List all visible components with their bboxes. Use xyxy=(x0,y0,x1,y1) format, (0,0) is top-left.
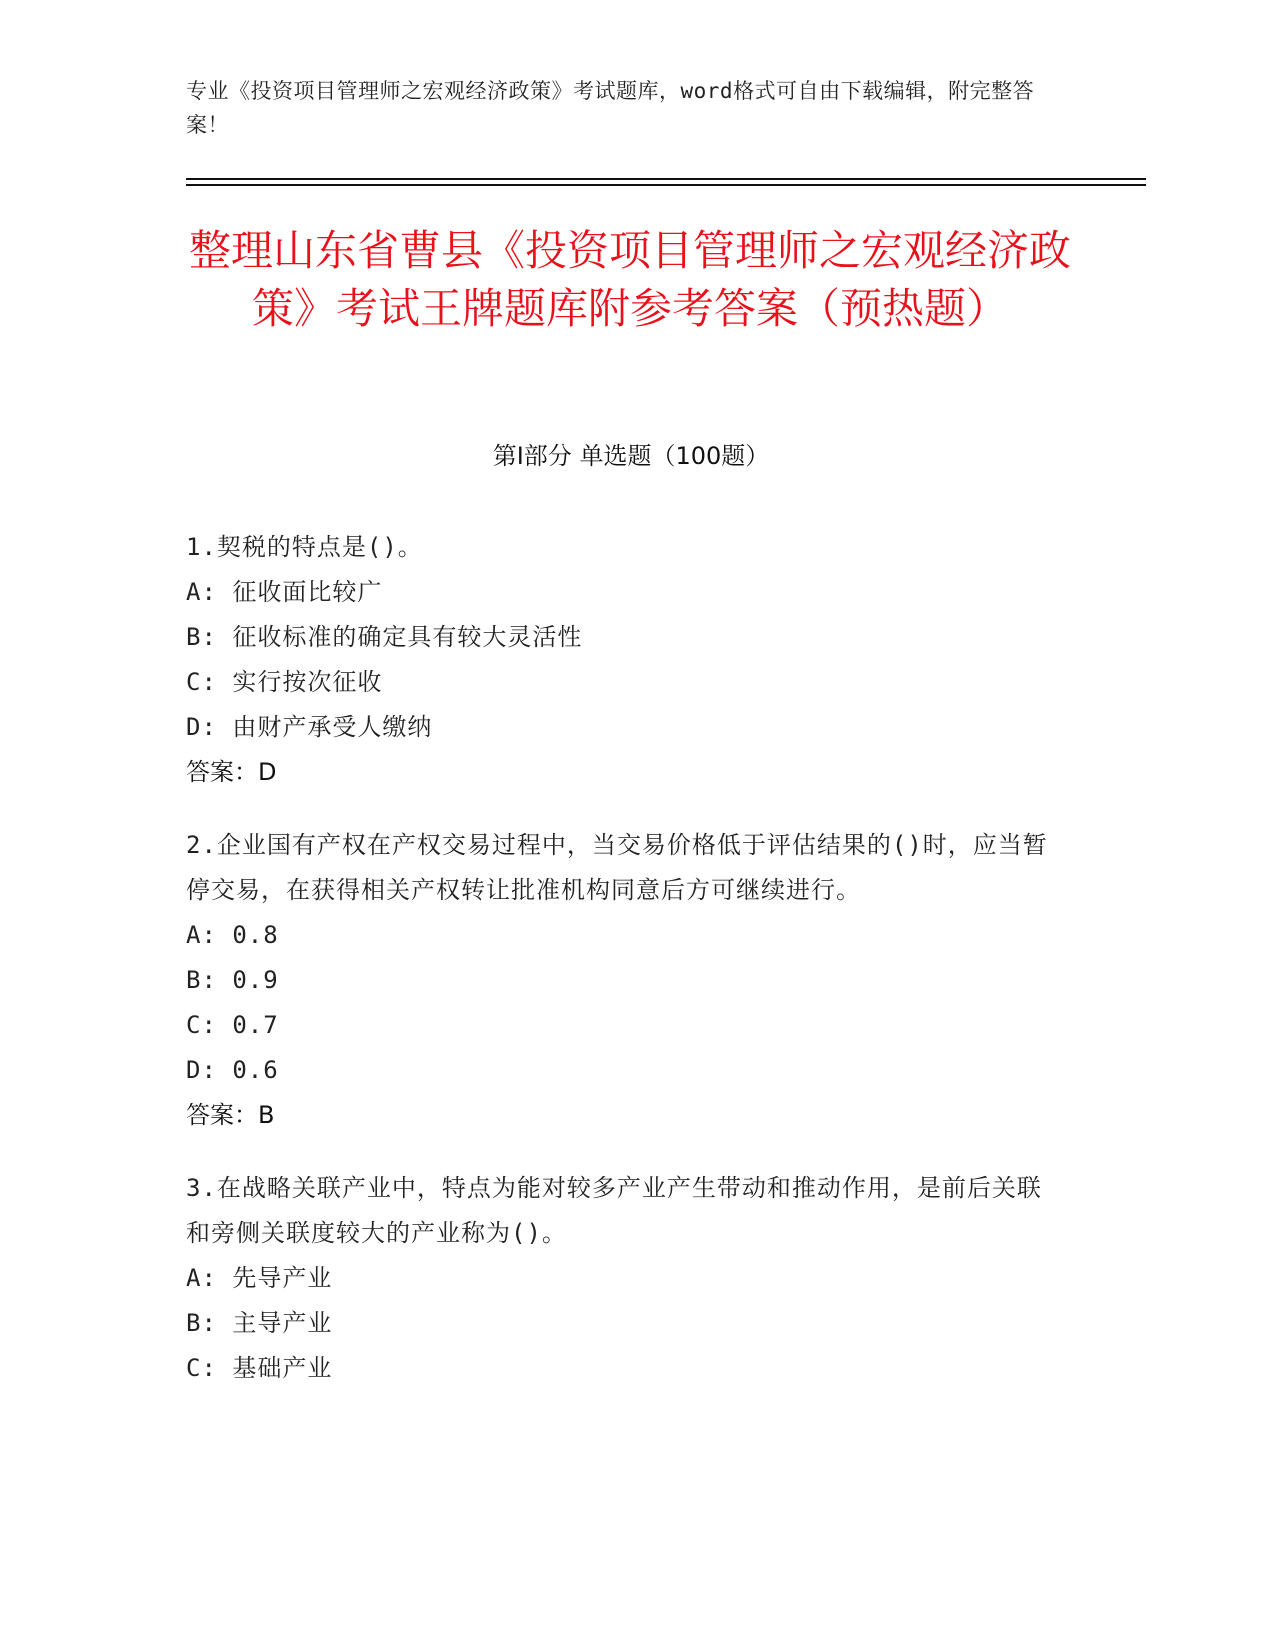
question-stem: 3.在战略关联产业中，特点为能对较多产业产生带动和推动作用，是前后关联和旁侧关联度较大的产业称为()。 xyxy=(186,1174,1042,1247)
option-a: A: 征收面比较广 xyxy=(186,578,383,606)
question-stem: 2.企业国有产权在产权交易过程中，当交易价格低于评估结果的()时，应当暂停交易，在获得相关产权转让批准机构同意后方可继续进行。 xyxy=(186,831,1048,904)
answer: 答案：D xyxy=(186,758,277,786)
option-d: D: 由财产承受人缴纳 xyxy=(186,713,433,741)
question-1 xyxy=(186,525,1066,795)
option-d: D: 0.6 xyxy=(186,1056,279,1084)
question-3 xyxy=(186,1166,1066,1391)
option-b: B: 征收标准的确定具有较大灵活性 xyxy=(186,623,583,651)
header-rule-top xyxy=(186,178,1146,180)
option-a: A: 先导产业 xyxy=(186,1264,333,1292)
header-rule-bottom xyxy=(186,184,1146,186)
option-c: C: 实行按次征收 xyxy=(186,668,383,696)
document-title: 整理山东省曹县《投资项目管理师之宏观经济政策》考试王牌题库附参考答案（预热题） xyxy=(188,226,1071,333)
question-stem: 1.契税的特点是()。 xyxy=(186,533,423,561)
option-c: C: 基础产业 xyxy=(186,1354,333,1382)
answer: 答案：B xyxy=(186,1101,275,1129)
option-b: B: 0.9 xyxy=(186,966,279,994)
question-list xyxy=(186,525,1066,1419)
option-c: C: 0.7 xyxy=(186,1011,279,1039)
option-a: A: 0.8 xyxy=(186,921,279,949)
section-heading: 第I部分 单选题（100题） xyxy=(492,442,770,470)
header-note: 专业《投资项目管理师之宏观经济政策》考试题库，word格式可自由下载编辑，附完整答案！ xyxy=(186,79,1035,137)
question-2 xyxy=(186,823,1066,1138)
option-b: B: 主导产业 xyxy=(186,1309,333,1337)
